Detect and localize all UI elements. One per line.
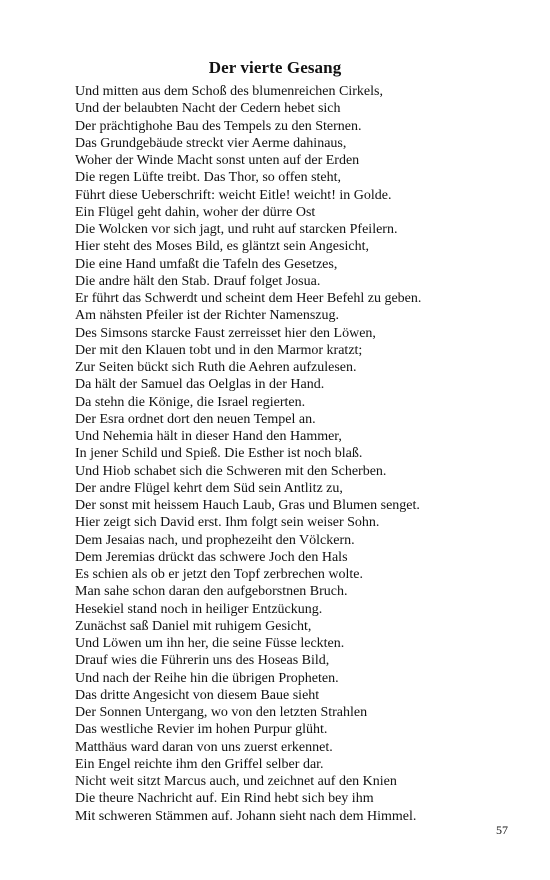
poem-line: Der mit den Klauen tobt und in den Marmor kratzt; bbox=[75, 342, 363, 358]
poem-line: Mit schweren Stämmen auf. Johann sieht nach dem Himmel. bbox=[75, 808, 417, 824]
page-number: 57 bbox=[496, 823, 508, 837]
poem-line: Zunächst saß Daniel mit ruhigem Gesicht, bbox=[75, 618, 312, 634]
poem-line: Und mitten aus dem Schoß des blumenreichen Cirkels, bbox=[75, 84, 383, 99]
poem-line: Der Esra ordnet dort den neuen Tempel an. bbox=[75, 411, 316, 427]
poem-line: Nicht weit sitzt Marcus auch, und zeichnet auf den Knien bbox=[75, 774, 397, 789]
poem-line: Ein Engel reichte ihm den Griffel selber dar. bbox=[75, 756, 324, 772]
poem-line: Das westliche Revier im hohen Purpur glüht. bbox=[75, 722, 328, 738]
poem-line: Die eine Hand umfaßt die Tafeln des Gesetzes, bbox=[75, 256, 338, 272]
poem-line: Die regen Lüfte treibt. Das Thor, so offen steht, bbox=[75, 170, 342, 186]
poem-line: Der andre Flügel kehrt dem Süd sein Antlitz zu, bbox=[75, 480, 343, 496]
poem-line: Dem Jeremias drückt das schwere Joch den Hals bbox=[75, 549, 348, 565]
poem-line: Die theure Nachricht auf. Ein Rind hebt sich bey ihm bbox=[75, 791, 374, 807]
poem-line: Der sonst mit heissem Hauch Laub, Gras und Blumen senget. bbox=[75, 498, 420, 513]
poem-line: Die Wolcken vor sich jagt, und ruht auf starcken Pfeilern. bbox=[75, 222, 398, 237]
poem-line: Das dritte Angesicht von diesem Baue sieht bbox=[75, 687, 320, 703]
poem-line: Und der belaubten Nacht der Cedern hebet sich bbox=[75, 101, 341, 117]
poem-line: Und Nehemia hält in dieser Hand den Hammer, bbox=[75, 429, 342, 444]
poem-line: Des Simsons starcke Faust zerreisset hier den Löwen, bbox=[75, 325, 376, 341]
poem-line: Das Grundgebäude streckt vier Aerme dahinaus, bbox=[75, 135, 347, 151]
poem-line: Hier zeigt sich David erst. Ihm folgt sein weiser Sohn. bbox=[75, 515, 380, 531]
poem-line: Es schien als ob er jetzt den Topf zerbrechen wolte. bbox=[75, 567, 363, 582]
poem-line: Zur Seiten bückt sich Ruth die Aehren aufzulesen. bbox=[75, 360, 357, 375]
poem-line: Er führt das Schwerdt und scheint dem Heer Befehl zu geben. bbox=[75, 291, 422, 306]
poem-line: Am nähsten Pfeiler ist der Richter Namenszug. bbox=[75, 308, 339, 324]
poem-line: Hier steht des Moses Bild, es gläntzt sein Angesicht, bbox=[75, 239, 369, 255]
chapter-title: Der vierte Gesang bbox=[208, 58, 342, 77]
poem-line: Der Sonnen Untergang, wo von den letzten Strahlen bbox=[75, 705, 368, 720]
poem-line: In jener Schild und Spieß. Die Esther ist noch blaß. bbox=[75, 446, 363, 462]
poem-line: Drauf wies die Führerin uns des Hoseas Bild, bbox=[75, 653, 330, 669]
poem-line: Die andre hält den Stab. Drauf folget Josua. bbox=[75, 273, 321, 289]
poem-line: Woher der Winde Macht sonst unten auf der Erden bbox=[75, 153, 360, 168]
poem-line: Da stehn die Könige, die Israel regierten. bbox=[75, 394, 306, 410]
poem-line: Und Löwen um ihn her, die seine Füsse leckten. bbox=[75, 636, 345, 651]
poem-line: Man sahe schon daran den aufgeborstnen Bruch. bbox=[75, 584, 348, 600]
poem-line: Und nach der Reihe hin die übrigen Propheten. bbox=[75, 670, 339, 686]
poem-line: Hesekiel stand noch in heiliger Entzückung. bbox=[75, 601, 323, 617]
poem-line: Da hält der Samuel das Oelglas in der Hand. bbox=[75, 377, 325, 393]
poem-line: Ein Flügel geht dahin, woher der dürre Ost bbox=[75, 204, 316, 220]
poem-text bbox=[75, 83, 495, 825]
poem-line: Dem Jesaias nach, und prophezeiht den Völckern. bbox=[75, 532, 355, 548]
poem-line: Führt diese Ueberschrift: weicht Eitle! weicht! in Golde. bbox=[75, 187, 392, 203]
poem-line: Der prächtighohe Bau des Tempels zu den Sternen. bbox=[75, 118, 362, 134]
poem-line: Und Hiob schabet sich die Schweren mit den Scherben. bbox=[75, 463, 387, 479]
poem-line: Matthäus ward daran von uns zuerst erkennet. bbox=[75, 739, 333, 755]
